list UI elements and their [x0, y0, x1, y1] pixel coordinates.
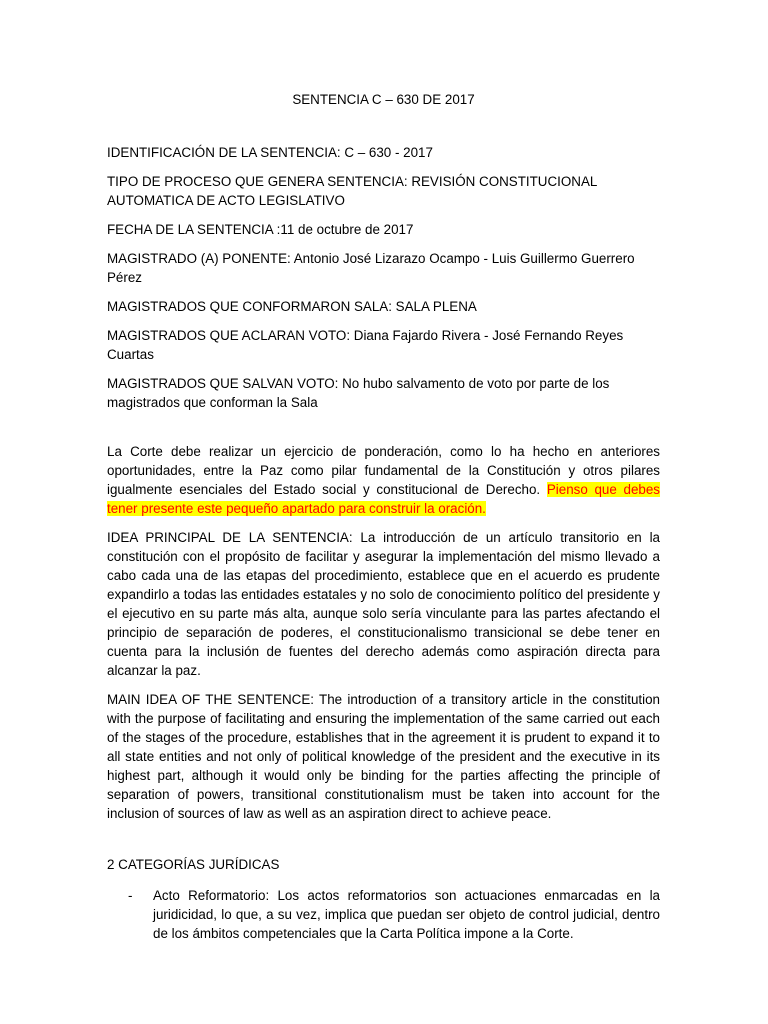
categories-heading: 2 CATEGORÍAS JURÍDICAS [107, 857, 280, 872]
field-salvan-voto: MAGISTRADOS QUE SALVAN VOTO: No hubo salvamento de voto por parte de los magistrados que conforman la Sala [107, 376, 610, 410]
spacer [107, 422, 660, 442]
list-item [107, 886, 660, 943]
field-identificacion: IDENTIFICACIÓN DE LA SENTENCIA: C – 630 - 2017 [107, 145, 433, 160]
document-page [107, 90, 660, 943]
list-bullet-marker: - [128, 888, 133, 903]
field-sala: MAGISTRADOS QUE CONFORMARON SALA: SALA PLENA [107, 299, 477, 314]
field-magistrado-ponente: MAGISTRADO (A) PONENTE: Antonio José Lizarazo Ocampo - Luis Guillermo Guerrero Pérez [107, 251, 635, 285]
field-tipo-proceso: TIPO DE PROCESO QUE GENERA SENTENCIA: REVISIÓN CONSTITUCIONAL AUTOMATICA DE ACTO LEGISLATIVO [107, 174, 597, 208]
highlighted-comment: Pienso que debes tener presente este pequeño apartado para construir la oración. [107, 482, 660, 516]
list-item-text: Acto Reformatorio: Los actos reformatorios son actuaciones enmarcadas en la juridicidad, lo que, a su vez, implica que puedan ser objeto de control judicial, dentro de los ámbitos competenciales que la Carta Política impone a la Corte. [153, 888, 660, 941]
main-idea-paragraph: MAIN IDEA OF THE SENTENCE: The introduction of a transitory article in the constitution with the purpose of facilitating and ensuring the implementation of the same carried out each of the stages of the procedure, establishes that in the agreement it is prudent to expand it to all state entities and not only of political knowledge of the president and the executive in its highest part, although it would only be binding for the parties affecting the principle of separation of powers, transitional constitutionalism must be taken into account for the inclusion of sources of law as well as an aspiration direct to achieve peace. [107, 692, 660, 821]
intro-paragraph [107, 442, 660, 518]
idea-principal-paragraph: IDEA PRINCIPAL DE LA SENTENCIA: La introducción de un artículo transitorio en la constitución con el propósito de facilitar y asegurar la implementación del mismo llevado a cabo cada una de las etapas del procedimiento, establece que en el acuerdo es prudente expandirlo a todas las entidades estatales y no solo de conocimiento político del presidente y el ejecutivo en su parte más alta, aunque solo sería vinculante para las partes afectando el principio de separación de poderes, el constitucionalismo transicional se debe tener en cuenta para la inclusión de fuentes del derecho además como aspiración directa para alcanzar la paz. [107, 530, 660, 678]
field-fecha: FECHA DE LA SENTENCIA :11 de octubre de 2017 [107, 222, 414, 237]
field-aclaran-voto: MAGISTRADOS QUE ACLARAN VOTO: Diana Fajardo Rivera - José Fernando Reyes Cuartas [107, 328, 624, 362]
intro-paragraph-text: La Corte debe realizar un ejercicio de ponderación, como lo ha hecho en anteriores oportunidades, entre la Paz como pilar fundamental de la Constitución y otros pilares igualmente esenciales del Estado social y constitucional de Derecho. [107, 444, 660, 497]
document-title: SENTENCIA C – 630 DE 2017 [292, 92, 475, 107]
